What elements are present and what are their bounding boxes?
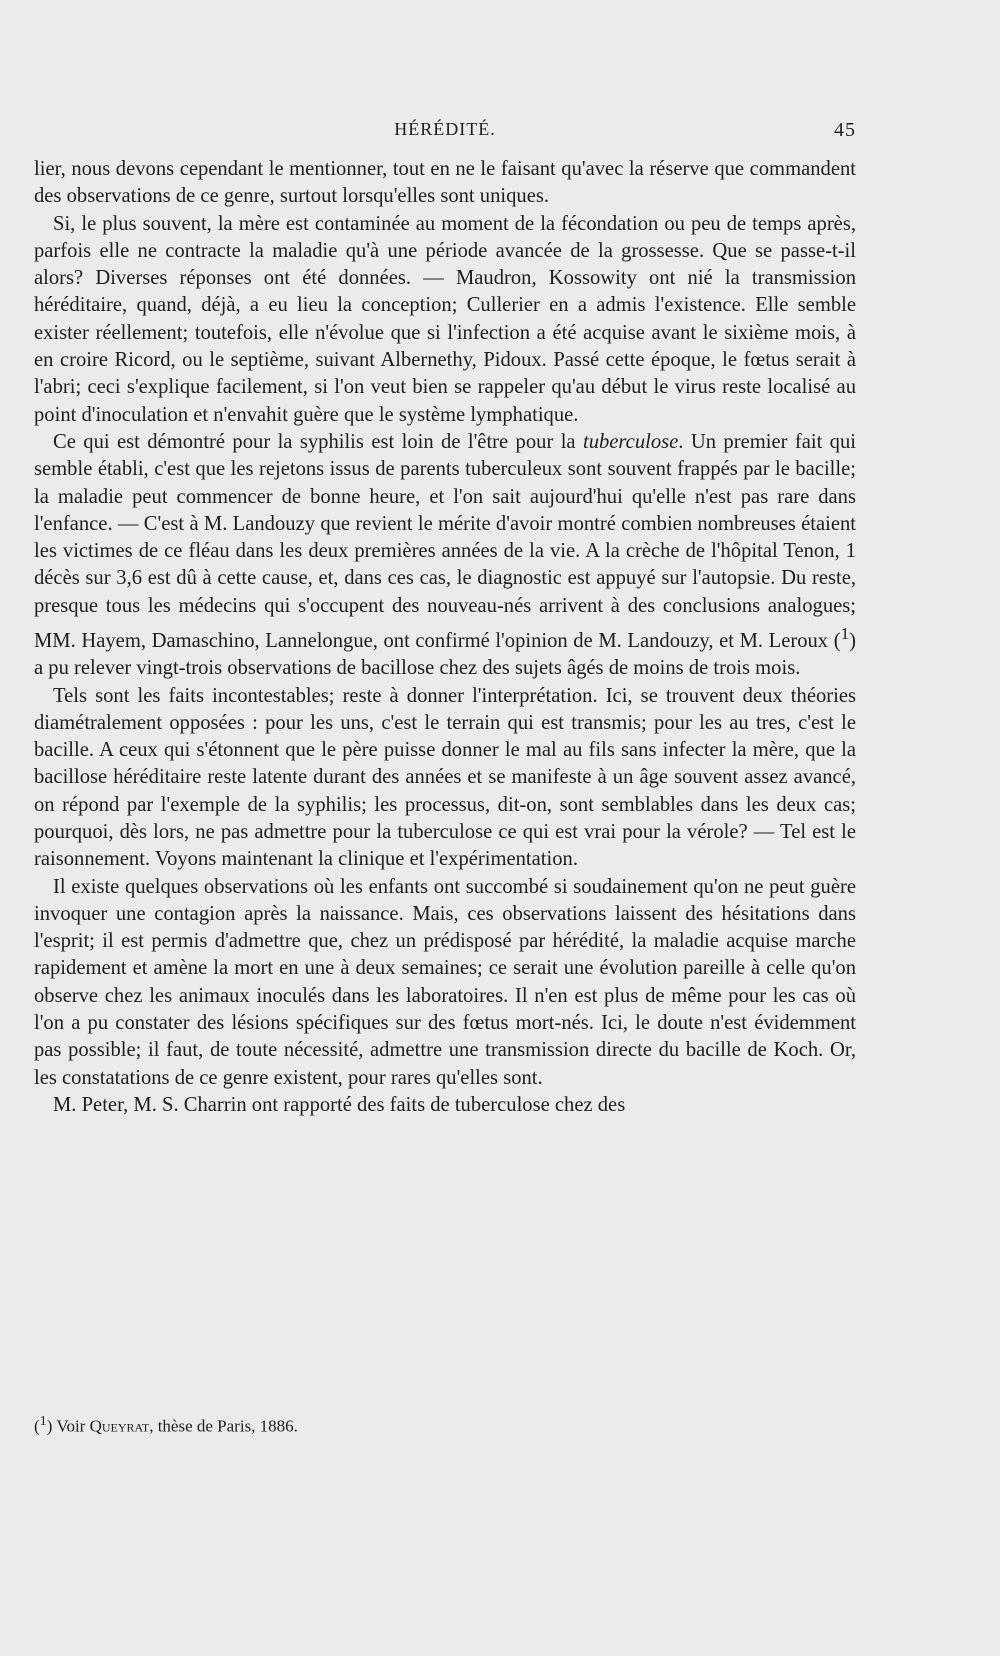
running-header <box>34 119 856 143</box>
paragraph <box>34 429 856 683</box>
paragraph-text: . Un premier fait qui semble établi, c'est que les rejetons issus de parents tuberculeux sont souvent frappés par le bacille; la maladie peut commencer de bonne heure, et l'on sait aujourd'hui qu'elle n'est pas rare dans l'enfance. — C'est à M. Landouzy que revient le mérite d'avoir montré combien nombreuses étaient les victimes de ce fléau dans les deux premières années de la vie. A la crèche de l'hôpital Tenon, 1 décès sur 3,6 est dû à cette cause, et, dans ces cas, le diagnostic est appuyé sur l'autopsie. Du reste, presque tous les médecins qui s'occupent des nouveau-nés arrivent à des conclusions analogues; MM. Hayem, Damaschino, Lannelongue, ont confirmé l'opinion de M. Landouzy, et M. Leroux ( <box>34 430 856 652</box>
paragraph-text: Ce qui est démontré pour la syphilis est loin de l'être pour la <box>53 430 583 453</box>
paragraph-text: ) a pu relever vingt-trois observations de bacillose chez des sujets âgés de moins de trois mois. <box>34 629 856 680</box>
footnote-open: ( <box>34 1416 40 1436</box>
emphasis-term: tuberculose <box>582 430 679 453</box>
page-number: 45 <box>834 119 856 141</box>
body-text <box>34 156 856 1119</box>
footnote <box>34 1413 856 1437</box>
paragraph: Tels sont les faits incontestables; reste à donner l'interprétation. Ici, se trouvent deux théories diamétralement opposées : pour les uns, c'est le terrain qui est transmis; pour les au tres, c'est le bacille. A ceux qui s'étonnent que le père puisse donner le mal au fils sans infecter la mère, que la bacillose héréditaire reste latente durant des années et se manifeste à un âge souvent assez avancé, on répond par l'exemple de la syphilis; les processus, dit-on, sont semblables dans les deux cas; pourquoi, dès lors, ne pas admettre pour la tuberculose ce qui est vrai pour la vérole? — Tel est le raisonnement. Voyons maintenant la clinique et l'expérimentation. <box>34 684 856 871</box>
paragraph: lier, nous devons cependant le mentionner, tout en ne le faisant qu'avec la réserve que commandent des observations de ce genre, surtout lorsqu'elles sont uniques. <box>34 158 856 208</box>
running-title: HÉRÉDITÉ. <box>394 119 496 139</box>
footnote-text: , thèse de Paris, 1886. <box>149 1416 298 1436</box>
footnote-close: ) <box>46 1416 57 1436</box>
paragraph: Si, le plus souvent, la mère est contaminée au moment de la fécondation ou peu de temps après, parfois elle ne contracte la maladie qu'à une période avancée de la grossesse. Que se passe-t-il alors? Diverses réponses ont été données. — Maudron, Kossowity ont nié la transmission héréditaire, quand, déjà, a eu lieu la conception; Cullerier en a admis l'existence. Elle semble exister réellement; toutefois, elle n'évolue que si l'infection a été acquise avant le sixième mois, à en croire Ricord, ou le septième, suivant Albernethy, Pidoux. Passé cette époque, le fœtus serait à l'abri; ceci s'explique facilement, si l'on veut bien se rappeler qu'au début le virus reste localisé au point d'inoculation et n'envahit guère que le système lymphatique. <box>34 212 856 426</box>
footnote-marker: 1 <box>39 1413 47 1429</box>
footnote-ref: 1 <box>840 624 850 644</box>
paragraph: M. Peter, M. S. Charrin ont rapporté des faits de tuberculose chez des <box>53 1093 626 1116</box>
footnote-text: Voir <box>56 1416 90 1436</box>
footnote-author: Queyrat <box>89 1416 150 1436</box>
paragraph: Il existe quelques observations où les enfants ont succombé si soudainement qu'on ne peut guère invoquer une contagion après la naissance. Mais, ces observations laissent des hésitations dans l'esprit; il est permis d'admettre que, chez un prédisposé par hérédité, la maladie acquise marche rapidement et amène la mort en une à deux semaines; ce serait une évolution pareille à celle qu'on observe chez les animaux inoculés dans les laboratoires. Il n'en est plus de même pour les cas où l'on a pu constater des lésions spécifiques sur des fœtus mort-nés. Ici, le doute n'est évidemment pas possible; il faut, de toute nécessité, admettre une transmission directe du bacille de Koch. Or, les constatations de ce genre existent, pour rares qu'elles sont. <box>34 875 856 1089</box>
